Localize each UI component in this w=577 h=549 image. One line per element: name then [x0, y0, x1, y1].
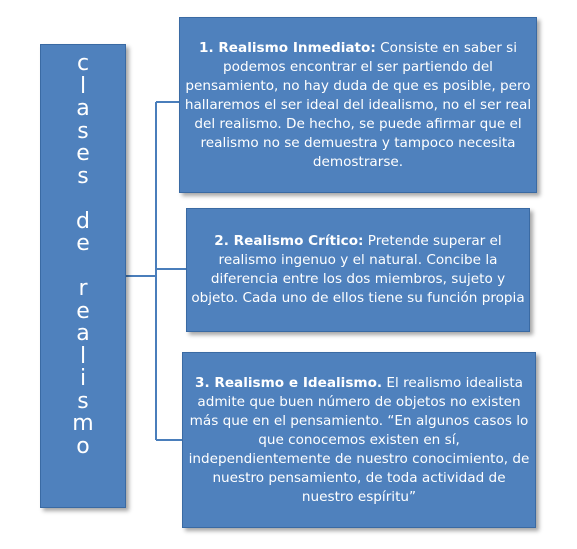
node-text: [184, 39, 532, 172]
root-letter: r: [78, 276, 88, 301]
root-letter: a: [76, 321, 90, 346]
root-letter: a: [76, 96, 90, 121]
root-letter: e: [76, 298, 90, 324]
node-realismo-e-idealismo: [182, 352, 536, 528]
node-description: Consiste en saber si podemos encontrar el ser partiendo del pensamiento, no hay duda de que es posible, pero hallaremos el ser ideal del idealismo, no el ser real del realismo. De hecho, se puede afirmar que el realismo no se demuestra y tampoco necesita demostrarse.: [184, 39, 532, 170]
node-title: 2. Realismo Crítico:: [214, 233, 364, 249]
root-letter: s: [77, 118, 89, 144]
root-letter: [41, 256, 125, 279]
node-text: [187, 374, 531, 507]
node-realismo-inmediato: [179, 17, 537, 193]
root-letter: l: [79, 343, 87, 369]
root-letter: c: [76, 51, 90, 76]
root-letter: o: [76, 433, 90, 459]
node-description: El realismo idealista admite que buen número de objetos no existen más que en el pensamiento. “En algunos casos lo que conocemos existen en sí, independientemente de nuestro conocimiento, de nuestro pensamiento, de toda actividad de nuestro espíritu”: [188, 374, 530, 505]
root-letter: s: [77, 388, 89, 414]
node-text: [191, 232, 525, 308]
node-realismo-critico: [186, 208, 530, 332]
root-letter: s: [77, 163, 89, 189]
node-title: 3. Realismo e Idealismo.: [195, 374, 383, 391]
root-letter: e: [76, 231, 90, 256]
root-letter: d: [76, 208, 90, 234]
root-letter: [41, 188, 125, 211]
root-letter: i: [79, 366, 87, 391]
node-title: 1. Realismo Inmediato:: [198, 39, 376, 56]
root-letter: m: [72, 411, 94, 436]
node-description: Pretende superar el realismo ingenuo y el natural. Concibe la diferencia entre los dos miembros, sujeto y objeto. Cada uno de ellos tiene su función propia: [191, 233, 525, 306]
root-letter: l: [79, 73, 87, 99]
root-letter: e: [76, 141, 90, 166]
root-node-clases-de-realismo: [40, 44, 126, 508]
